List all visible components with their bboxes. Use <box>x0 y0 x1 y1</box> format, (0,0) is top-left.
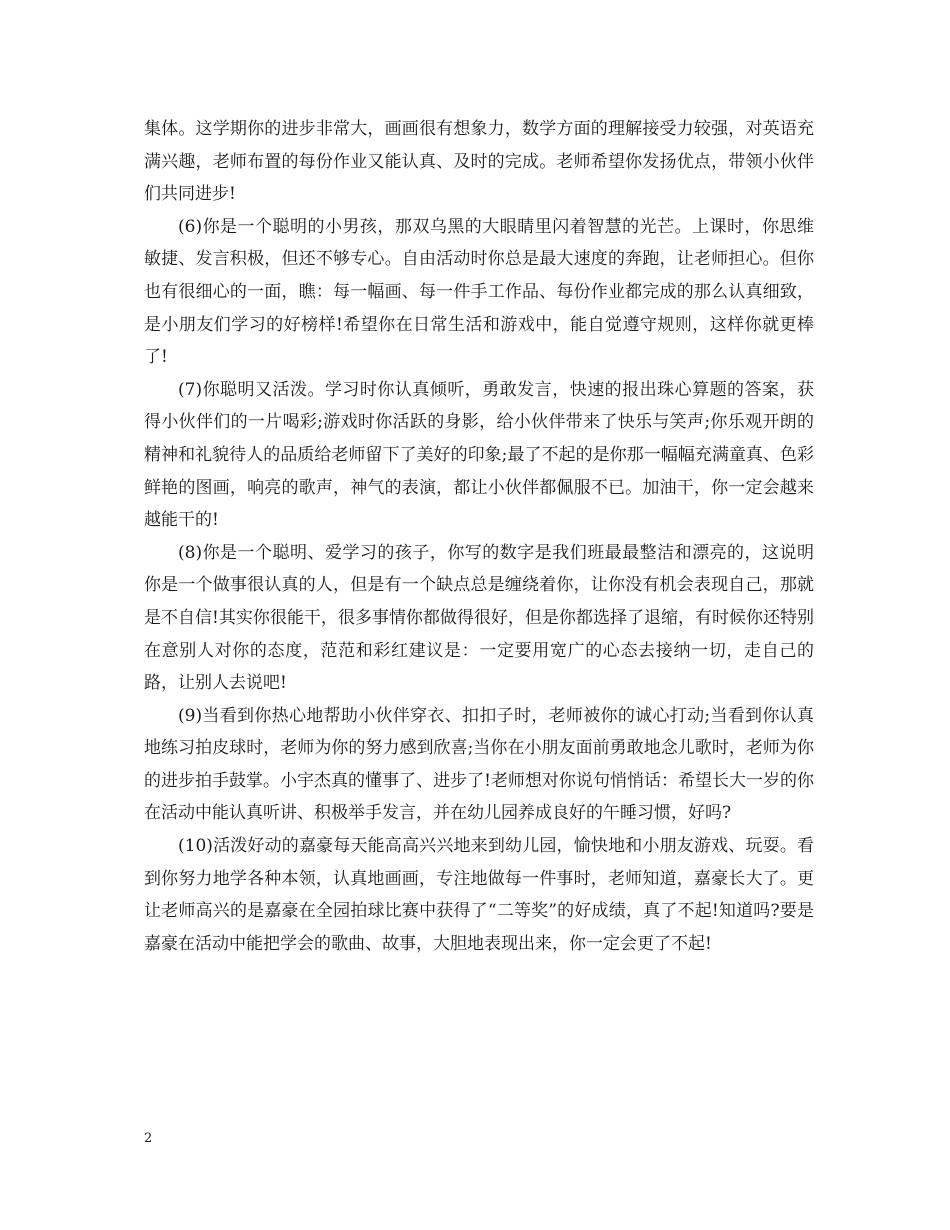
page-number: 2 <box>144 1131 153 1146</box>
paragraph-continuation: 集体。这学期你的进步非常大，画画很有想象力，数学方面的理解接受力较强，对英语充满兴趣，老师布置的每份作业又能认真、及时的完成。老师希望你发扬优点，带领小伙伴们共同进步! <box>144 119 814 205</box>
paragraph-comment-10: (10)活泼好动的嘉豪每天能高高兴兴地来到幼儿园，愉快地和小朋友游戏、玩耍。看到你努力地学各种本领，认真地画画，专注地做每一件事时，老师知道，嘉豪长大了。更让老师高兴的是嘉豪在全园拍球比赛中获得了“二等奖”的好成绩，真了不起!知道吗?要是嘉豪在活动中能把学会的歌曲、故事，大胆地表现出来，你一定会更了不起! <box>144 836 814 954</box>
paragraph-comment-6: (6)你是一个聪明的小男孩，那双乌黑的大眼睛里闪着智慧的光芒。上课时，你思维敏捷、发言积极，但还不够专心。自由活动时你总是最大速度的奔跑，让老师担心。但你也有很细心的一面，瞧：每一幅画、每一件手工作品、每份作业都完成的那么认真细致，是小朋友们学习的好榜样!希望你在日常生活和游戏中，能自觉遵守规则，这样你就更棒了! <box>144 216 814 368</box>
document-body <box>144 113 814 960</box>
paragraph-comment-8: (8)你是一个聪明、爱学习的孩子，你写的数字是我们班最最整洁和漂亮的，这说明你是一个做事很认真的人，但是有一个缺点总是缠绕着你，让你没有机会表现自己，那就是不自信!其实你很能干，很多事情你都做得很好，但是你都选择了退缩，有时候你还特别在意别人对你的态度，范范和彩红建议是：一定要用宽广的心态去接纳一切，走自己的路，让别人去说吧! <box>144 542 814 694</box>
paragraph-comment-9: (9)当看到你热心地帮助小伙伴穿衣、扣扣子时，老师被你的诚心打动;当看到你认真地练习拍皮球时，老师为你的努力感到欣喜;当你在小朋友面前勇敢地念儿歌时，老师为你的进步拍手鼓掌。小宇杰真的懂事了、进步了!老师想对你说句悄悄话：希望长大一岁的你在活动中能认真听讲、积极举手发言，并在幼儿园养成良好的午睡习惯，好吗? <box>144 705 814 824</box>
paragraph-comment-7: (7)你聪明又活泼。学习时你认真倾听，勇敢发言，快速的报出珠心算题的答案，获得小伙伴们的一片喝彩;游戏时你活跃的身影，给小伙伴带来了快乐与笑声;你乐观开朗的精神和礼貌待人的品质给老师留下了美好的印象;最了不起的是你那一幅幅充满童真、色彩鲜艳的图画，响亮的歌声，神气的表演，都让小伙伴都佩服不已。加油干，你一定会越来越能干的! <box>144 379 814 531</box>
